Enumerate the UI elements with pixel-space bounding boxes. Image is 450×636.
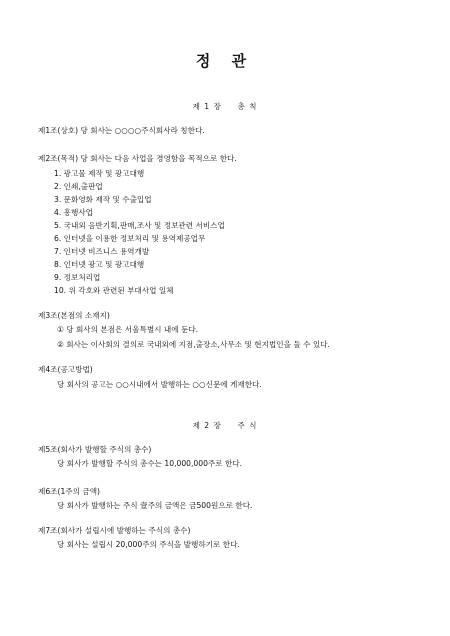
article-2-item: 4. 흥행사업 <box>54 208 94 217</box>
article-3-clause: ② 회사는 이사회의 결의로 국내외에 지점,출장소,사무소 및 현지법인을 둘 수 있다. <box>57 340 330 349</box>
article-2-item: 3. 문화영화 제작 및 수출입업 <box>54 195 152 204</box>
article-2-item: 5. 국내외 음반기획,판매,조사 및 정보관련 서비스업 <box>54 221 225 230</box>
article-4-body: 당 회사의 공고는 ○○시내에서 발행하는 ○○신문에 게재한다. <box>57 380 262 389</box>
article-6-body: 당 회사가 발행하는 주식 壹주의 금액은 금500원으로 한다. <box>57 501 253 510</box>
article-2-item: 9. 정보처리업 <box>54 273 101 282</box>
chapter-2-name: 주 식 <box>237 421 258 430</box>
article-2-item: 1. 광고물 제작 및 광고대행 <box>54 169 145 178</box>
article-2-item: 7. 인터넷 비즈니스 용역개발 <box>54 247 150 256</box>
document-title: 정 관 <box>195 52 255 70</box>
chapter-2-number: 제 2 장 <box>192 421 222 430</box>
article-2-item: 2. 인쇄,출판업 <box>54 182 103 191</box>
chapter-1-name: 총 칙 <box>237 102 258 111</box>
article-5: 제5조(회사가 발행할 주식의 총수) <box>38 445 152 454</box>
article-3: 제3조(본점의 소재지) <box>38 311 110 320</box>
chapter-1-number: 제 1 장 <box>192 102 222 111</box>
article-7: 제7조(회사가 설립시에 발행하는 주식의 총수) <box>38 526 191 535</box>
article-3-clause: ① 당 회사의 본점은 서울특별시 내에 둔다. <box>57 325 199 334</box>
article-2-item: 6. 인터넷을 이용한 정보처리 및 용역제공업무 <box>54 234 206 243</box>
article-6: 제6조(1주의 금액) <box>38 487 101 496</box>
chapter-2-heading <box>0 420 450 431</box>
article-2-item: 8. 인터넷 광고 및 광고대행 <box>54 260 145 269</box>
article-2: 제2조(목적) 당 회사는 다음 사업을 경영함을 목적으로 한다. <box>38 154 237 163</box>
article-4: 제4조(공고방법) <box>38 365 93 374</box>
article-2-item: 10. 위 각호와 관련된 부대사업 일체 <box>54 286 174 295</box>
article-1: 제1조(상호) 당 회사는 ○○○○주식회사라 칭한다. <box>38 126 205 135</box>
article-7-body: 당 회사는 설립시 20,000주의 주식을 발행하기로 한다. <box>57 540 240 549</box>
chapter-1-heading <box>0 101 450 112</box>
article-5-body: 당 회사가 발행할 주식의 총수는 10,000,000주로 한다. <box>57 459 243 468</box>
